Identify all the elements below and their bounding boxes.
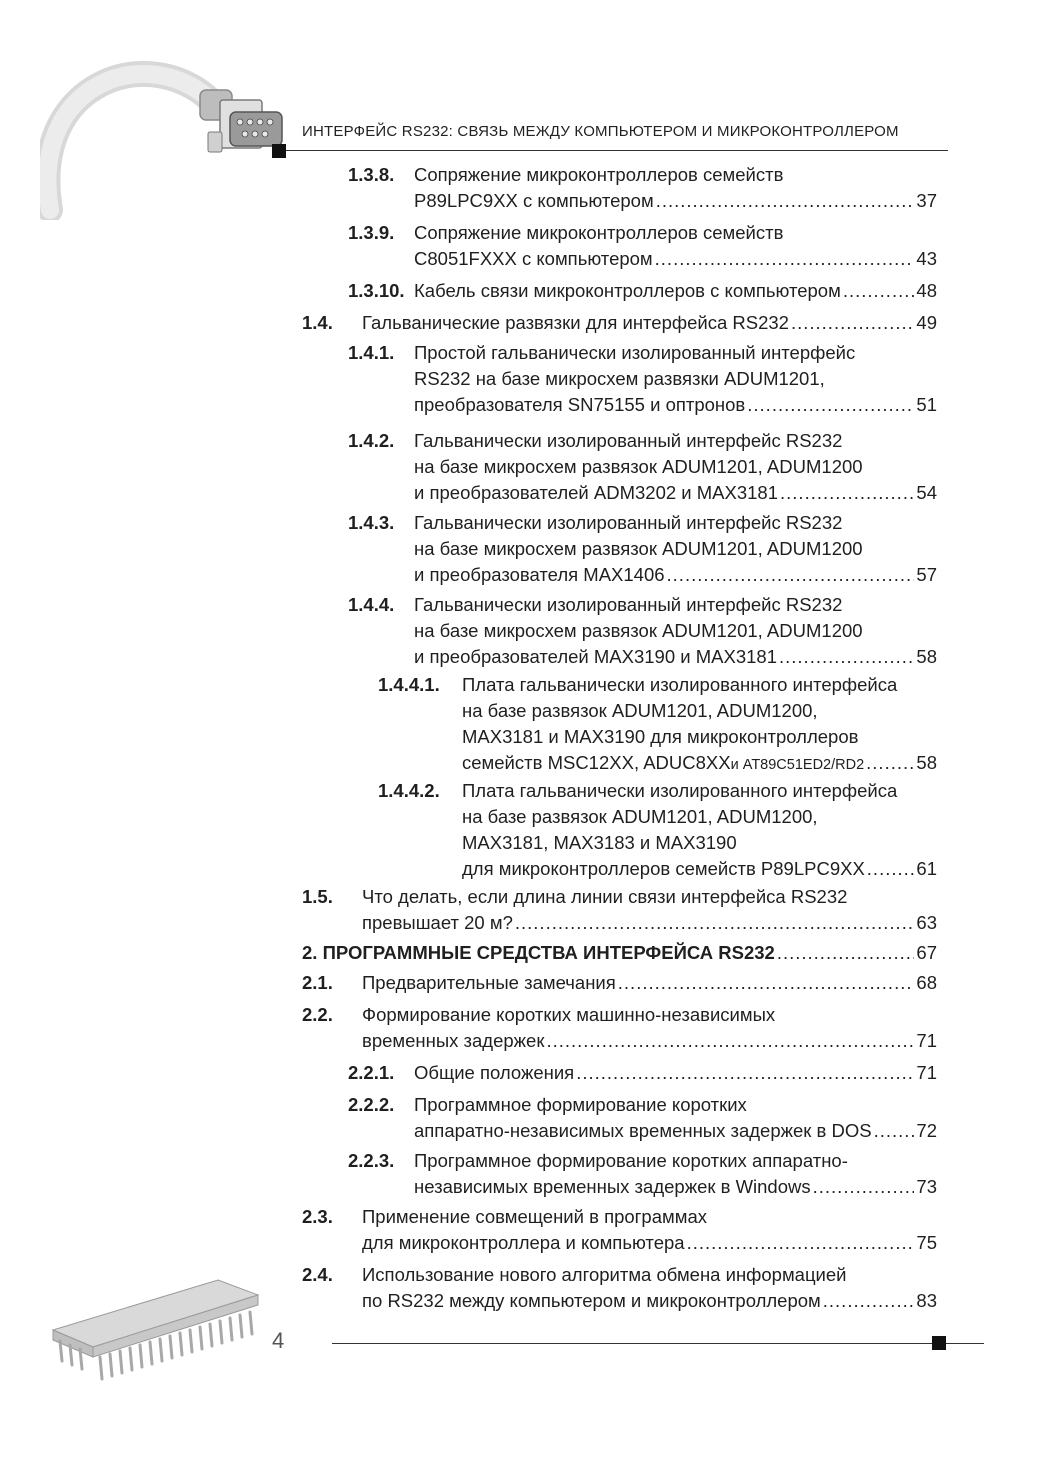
toc-entry-number: 1.4.4.1. bbox=[378, 674, 440, 695]
toc-page-number: 58 bbox=[916, 646, 937, 667]
toc-entry-number: 2.2.3. bbox=[348, 1150, 395, 1171]
toc-leader-dots bbox=[780, 480, 914, 506]
toc-page-number: 63 bbox=[916, 912, 937, 933]
toc-entry-title-line: RS232 на базе микросхем развязки ADUM1201, bbox=[414, 368, 825, 389]
toc-leader-dots bbox=[823, 1288, 915, 1314]
toc-entry-number: 2.2.1. bbox=[348, 1062, 395, 1083]
toc-entry-number: 1.4.4. bbox=[348, 594, 395, 615]
toc-chapter-title: 2. ПРОГРАММНЫЕ СРЕДСТВА ИНТЕРФЕЙСА RS232 bbox=[302, 942, 775, 963]
toc-entry-title-line: Гальванически изолированный интерфейс RS232 bbox=[414, 430, 843, 451]
toc-entry-title-line: MAX3181 и MAX3190 для микроконтроллеров bbox=[462, 726, 859, 747]
toc-entry-title-line: Кабель связи микроконтроллеров с компьютером bbox=[414, 280, 841, 301]
header-rule bbox=[272, 150, 948, 151]
toc-entry-number: 1.4.2. bbox=[348, 430, 395, 451]
toc-page-number: 73 bbox=[916, 1176, 937, 1197]
toc-entry-title-line: Гальванические развязки для интерфейса RS232 bbox=[362, 312, 789, 333]
toc-entry-title-line: временных задержек bbox=[362, 1030, 545, 1051]
toc-entry-title-line: преобразователя SN75155 и оптронов bbox=[414, 394, 746, 415]
toc-entry-number: 2.3. bbox=[302, 1206, 333, 1227]
toc-entry-title-line: независимых временных задержек в Windows bbox=[414, 1176, 811, 1197]
toc-entry-title-line: на базе микросхем развязок ADUM1201, ADUM1200 bbox=[414, 456, 863, 477]
toc-leader-dots bbox=[656, 188, 915, 214]
toc-entry-title-line: Сопряжение микроконтроллеров семейств bbox=[414, 222, 784, 243]
toc-entry-title-line: Формирование коротких машинно-независимых bbox=[362, 1004, 776, 1025]
toc-entry-title-line: Плата гальванически изолированного интерфейса bbox=[462, 674, 898, 695]
toc-leader-dots bbox=[576, 1060, 914, 1086]
toc-entry-title-line: Гальванически изолированный интерфейс RS232 bbox=[414, 512, 843, 533]
footer-marker bbox=[932, 1336, 946, 1350]
toc-entry-title-line: Сопряжение микроконтроллеров семейств bbox=[414, 164, 784, 185]
toc-entry-number: 1.3.10. bbox=[348, 280, 405, 301]
toc-leader-dots bbox=[777, 940, 915, 966]
toc-entry-title-line: Программное формирование коротких bbox=[414, 1094, 747, 1115]
toc-entry-title-line: аппаратно-независимых временных задержек в DOS bbox=[414, 1120, 872, 1141]
toc-entry-title-line: Что делать, если длина линии связи интерфейса RS232 bbox=[362, 886, 848, 907]
toc-entry-title-line: семейств MSC12XX, ADUC8XX bbox=[462, 752, 731, 773]
toc-entry-title-line: на базе развязок ADUM1201, ADUM1200, bbox=[462, 700, 818, 721]
toc-page-number: 37 bbox=[916, 190, 937, 211]
toc-page-number: 61 bbox=[916, 858, 937, 879]
toc-entry-title-line: MAX3181, MAX3183 и MAX3190 bbox=[462, 832, 737, 853]
toc-entry-number: 2.2. bbox=[302, 1004, 333, 1025]
toc-entry-title-line: Программное формирование коротких аппаратно- bbox=[414, 1150, 848, 1171]
toc-entry-title-line: Предварительные замечания bbox=[362, 972, 616, 993]
toc-entry-number: 1.4.4.2. bbox=[378, 780, 440, 801]
toc-leader-dots bbox=[546, 1028, 914, 1054]
toc-page-number: 68 bbox=[916, 972, 937, 993]
toc-page-number: 71 bbox=[916, 1030, 937, 1051]
serial-cable-connector-icon bbox=[40, 60, 290, 220]
toc-entry-title-line: превышает 20 м? bbox=[362, 912, 513, 933]
toc-entry-title-line: Использование нового алгоритма обмена информацией bbox=[362, 1264, 847, 1285]
toc-entry-title-line: P89LPC9XX с компьютером bbox=[414, 190, 654, 211]
toc-entry-title-line: на базе микросхем развязок ADUM1201, ADUM1200 bbox=[414, 620, 863, 641]
running-header-title: ИНТЕРФЕЙС RS232: СВЯЗЬ МЕЖДУ КОМПЬЮТЕРОМ И МИКРОКОНТРОЛЛЕРОМ bbox=[302, 123, 899, 140]
toc-leader-dots bbox=[779, 644, 914, 670]
toc-entry-title-line: для микроконтроллера и компьютера bbox=[362, 1232, 685, 1253]
toc-entry-title-suffix: и AT89C51ED2/RD2 bbox=[730, 757, 865, 773]
toc-entry-number: 1.4.1. bbox=[348, 342, 395, 363]
toc-leader-dots bbox=[791, 310, 914, 336]
toc-entry-number: 1.4.3. bbox=[348, 512, 395, 533]
toc-page-number: 67 bbox=[916, 942, 937, 963]
page-number: 4 bbox=[272, 1328, 285, 1353]
toc-entry-number: 2.2.2. bbox=[348, 1094, 395, 1115]
toc-leader-dots bbox=[515, 910, 915, 936]
toc-page-number: 72 bbox=[916, 1120, 937, 1141]
toc-entry-number: 1.3.8. bbox=[348, 164, 395, 185]
toc-entry-title-line: и преобразователя MAX1406 bbox=[414, 564, 665, 585]
toc-entry-number: 1.5. bbox=[302, 886, 333, 907]
toc-leader-dots bbox=[813, 1174, 915, 1200]
toc-leader-dots bbox=[618, 970, 915, 996]
toc-page-number: 51 bbox=[916, 394, 937, 415]
toc-page-number: 49 bbox=[916, 312, 937, 333]
toc-page-number: 48 bbox=[916, 280, 937, 301]
toc-entry-title-line: и преобразователей ADM3202 и MAX3181 bbox=[414, 482, 779, 503]
toc-page-number: 71 bbox=[916, 1062, 937, 1083]
toc-leader-dots bbox=[747, 392, 914, 418]
toc-entry-number: 2.4. bbox=[302, 1264, 333, 1285]
toc-page-number: 43 bbox=[916, 248, 937, 269]
toc-leader-dots bbox=[867, 856, 915, 882]
toc-entry-title-line: Общие положения bbox=[414, 1062, 575, 1083]
toc-page-number: 58 bbox=[916, 752, 937, 773]
toc-leader-dots bbox=[667, 562, 915, 588]
toc-entry-title-line: для микроконтроллеров семейств P89LPC9XX bbox=[462, 858, 865, 879]
toc-entry-title-line: C8051FXXX с компьютером bbox=[414, 248, 653, 269]
toc-entry-title-line: по RS232 между компьютером и микроконтроллером bbox=[362, 1290, 821, 1311]
toc-entry-title-line: Плата гальванически изолированного интерфейса bbox=[462, 780, 898, 801]
microchip-icon bbox=[48, 1275, 263, 1385]
toc-leader-dots bbox=[655, 246, 915, 272]
toc-entry-title-line: на базе микросхем развязок ADUM1201, ADUM1200 bbox=[414, 538, 863, 559]
toc-entry-number: 1.4. bbox=[302, 312, 333, 333]
toc-leader-dots bbox=[866, 750, 914, 776]
toc-page-number: 57 bbox=[916, 564, 937, 585]
toc-entry-number: 1.3.9. bbox=[348, 222, 395, 243]
toc-leader-dots bbox=[843, 278, 915, 304]
toc-page-number: 83 bbox=[916, 1290, 937, 1311]
toc-leader-dots bbox=[687, 1230, 915, 1256]
toc-leader-dots bbox=[874, 1118, 915, 1144]
toc-entry-title-line: и преобразователей MAX3190 и MAX3181 bbox=[414, 646, 777, 667]
footer-rule bbox=[332, 1343, 984, 1344]
header-marker bbox=[272, 144, 286, 158]
toc-entry-title-line: на базе развязок ADUM1201, ADUM1200, bbox=[462, 806, 818, 827]
toc-entry-number: 2.1. bbox=[302, 972, 333, 993]
toc-entry-title-line: Применение совмещений в программах bbox=[362, 1206, 707, 1227]
toc-entry-title-line: Гальванически изолированный интерфейс RS232 bbox=[414, 594, 843, 615]
toc-page-number: 54 bbox=[916, 482, 937, 503]
toc-entry-title-line: Простой гальванически изолированный интерфейс bbox=[414, 342, 856, 363]
toc-page-number: 75 bbox=[916, 1232, 937, 1253]
